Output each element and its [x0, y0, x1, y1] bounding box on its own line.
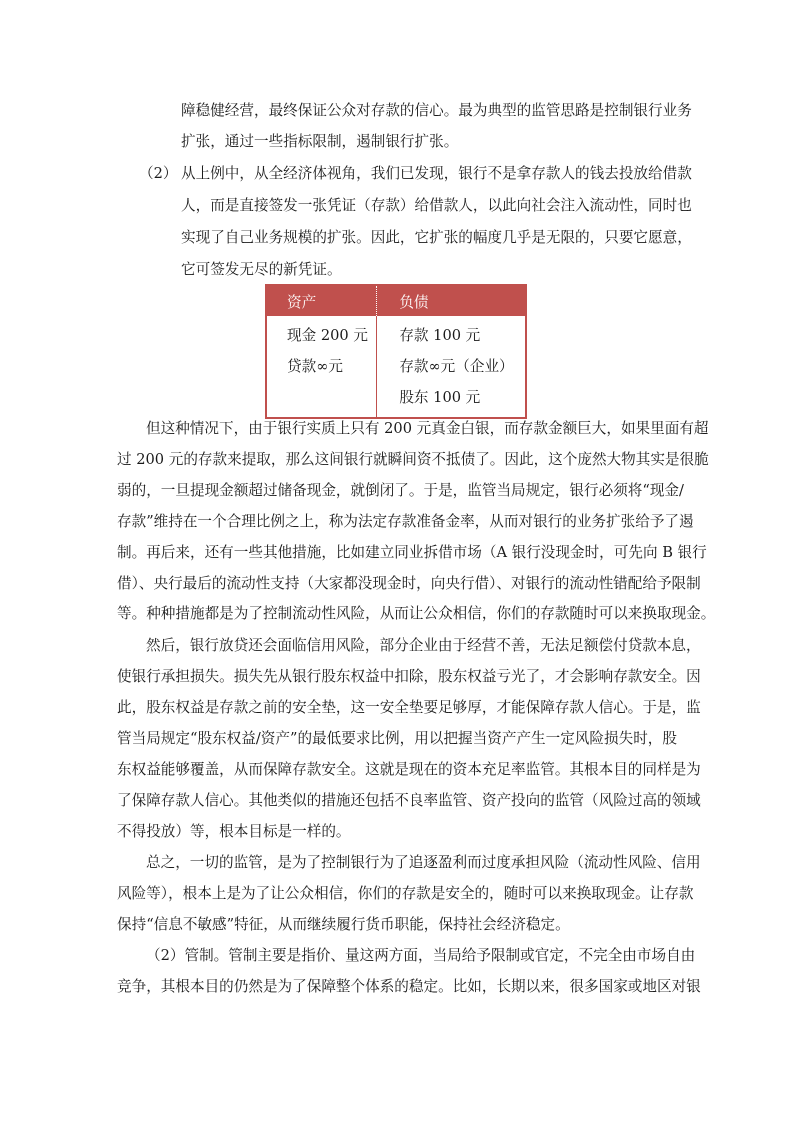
paragraph-line: 总之，一切的监管，是为了控制银行为了追逐盈利而过度承担风险（流动性风险、信用	[146, 854, 701, 871]
point-number: （2）	[139, 165, 178, 182]
point-line: 从上例中，从全经济体视角，我们已发现，银行不是拿存款人的钱去投放给借款	[181, 165, 692, 182]
table-row	[266, 316, 526, 418]
point-line: 实现了自己业务规模的扩张。因此，它扩张的幅度几乎是无限的，只要它愿意，	[181, 229, 692, 246]
paragraph-line: 使银行承担损失。损失先从银行股东权益中扣除，股东权益亏光了，才会影响存款安全。因	[117, 668, 701, 685]
paragraph-line: 了保障存款人信心。其他类似的措施还包括不良率监管、资产投向的监管（风险过高的领域	[117, 792, 701, 809]
paragraph-line: （2）管制。管制主要是指价、量这两方面，当局给予限制或官定，不完全由市场自由	[146, 947, 696, 964]
paragraph-line: 竞争，其根本目的仍然是为了保障整个体系的稳定。比如，长期以来，很多国家或地区对银	[117, 978, 701, 995]
paragraph-line: 弱的，一旦提现金额超过储备现金，就倒闭了。于是，监管当局规定，银行必须将“现金/	[117, 482, 684, 499]
liability-item: 股东 100 元	[399, 389, 481, 406]
liabilities-cell	[377, 316, 526, 418]
intro-line: 扩张，通过一些指标限制，遏制银行扩张。	[181, 133, 459, 150]
asset-item: 贷款∞元	[287, 358, 343, 375]
paragraph-line: 东权益能够覆盖，从而保障存款安全。这就是现在的资本充足率监管。其根本目的同样是为	[117, 761, 701, 778]
paragraph-line: 保持“信息不敏感”特征，从而继续履行货币职能，保持社会经济稳定。	[117, 916, 570, 933]
liabilities-header: 负债	[377, 285, 526, 316]
paragraph-line: 管当局规定“股东权益/资产”的最低要求比例，用以把握当资产产生一定风险损失时，股	[117, 730, 677, 747]
balance-sheet-table	[265, 284, 527, 419]
paragraph-line: 不得投放）等，根本目标是一样的。	[117, 823, 351, 840]
paragraph-line: 然后，银行放贷还会面临信用风险，部分企业由于经营不善，无法足额偿付贷款本息，	[146, 637, 701, 654]
paragraph-line: 但这种情况下，由于银行实质上只有 200 元真金白银，而存款金额巨大，如果里面有超	[146, 420, 709, 437]
paragraph-line: 此，股东权益是存款之前的安全垫，这一安全垫要足够厚，才能保障存款人信心。于是，监	[117, 699, 701, 716]
paragraph-line: 制。再后来，还有一些其他措施，比如建立同业拆借市场（A 银行没现金时，可先向 B 银行	[117, 544, 707, 561]
paragraph-line: 存款”维持在一个合理比例之上，称为法定存款准备金率，从而对银行的业务扩张给予了遏	[117, 513, 694, 530]
paragraph-line: 风险等），根本上是为了让公众相信，你们的存款是安全的，随时可以来换取现金。让存款	[117, 885, 694, 902]
paragraph-line: 等。种种措施都是为了控制流动性风险，从而让公众相信，你们的存款随时可以来换取现金。	[117, 605, 716, 622]
table-header-row	[266, 285, 526, 316]
point-line: 人，而是直接签发一张凭证（存款）给借款人，以此向社会注入流动性，同时也	[181, 197, 692, 214]
assets-cell	[266, 316, 377, 418]
intro-line: 障稳健经营，最终保证公众对存款的信心。最为典型的监管思路是控制银行业务	[181, 102, 692, 119]
paragraph-line: 借）、央行最后的流动性支持（大家都没现金时，向央行借）、对银行的流动性错配给予限制	[117, 575, 701, 592]
liability-item: 存款∞元（企业）	[399, 358, 514, 375]
paragraph-line: 过 200 元的存款来提取，那么这间银行就瞬间资不抵债了。因此，这个庞然大物其实是很脆	[117, 451, 709, 468]
point-line: 它可签发无尽的新凭证。	[181, 261, 342, 278]
asset-item: 现金 200 元	[287, 327, 368, 344]
liability-item: 存款 100 元	[399, 327, 481, 344]
assets-header: 资产	[266, 285, 377, 316]
